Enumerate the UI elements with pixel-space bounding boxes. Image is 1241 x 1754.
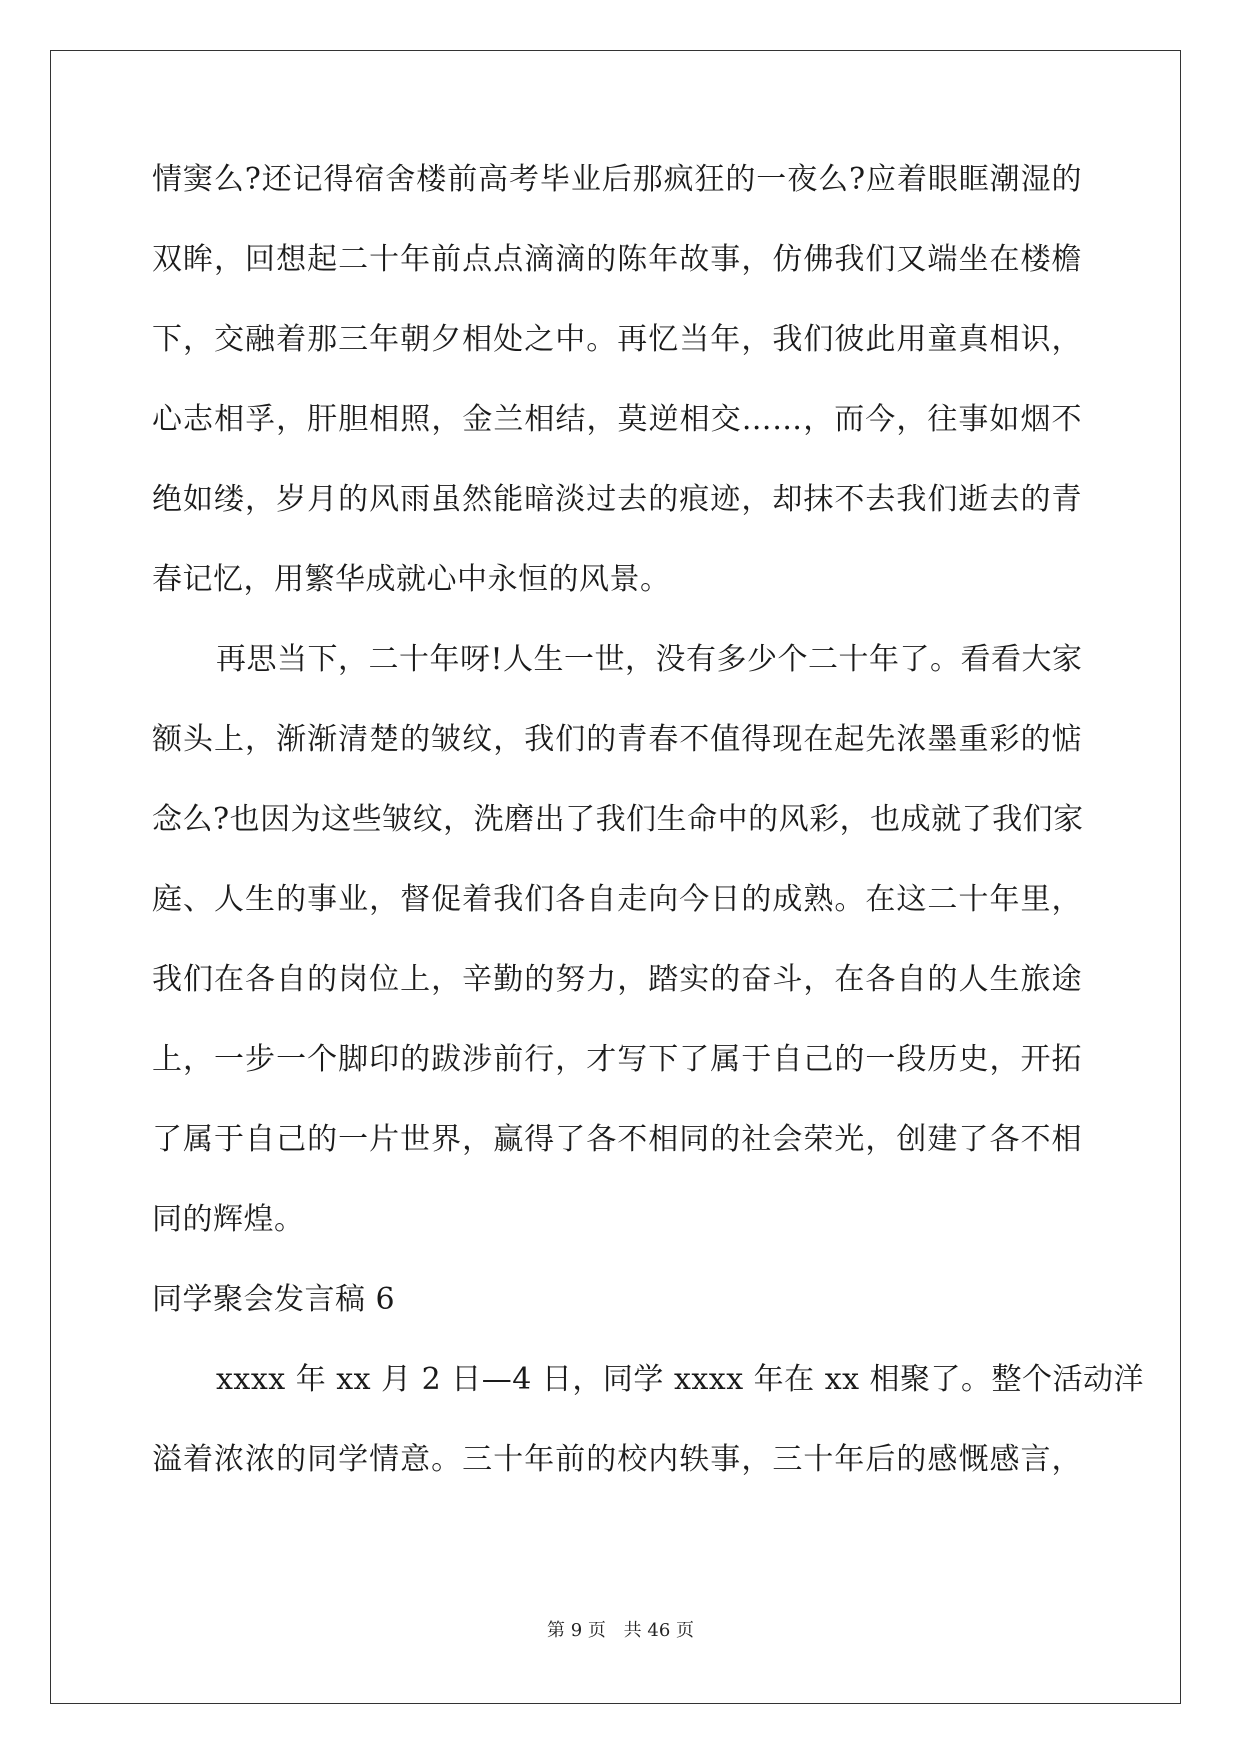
text-line: 下，交融着那三年朝夕相处之中。再忆当年，我们彼此用童真相识， [152,322,1082,357]
text-line: 心志相孚，肝胆相照，金兰相结，莫逆相交……，而今，往事如烟不 [152,402,1082,437]
text-line: 上，一步一个脚印的跋涉前行，才写下了属于自己的一段历史，开拓 [152,1042,1082,1077]
text-line: 庭、人生的事业，督促着我们各自走向今日的成熟。在这二十年里， [152,882,1082,917]
page-footer [0,1616,1241,1642]
text-line: 溢着浓浓的同学情意。三十年前的校内轶事，三十年后的感慨感言， [152,1442,1082,1477]
paragraph [152,1360,1145,1480]
text-line: 双眸，回想起二十年前点点滴滴的陈年故事，仿佛我们又端坐在楼檐 [152,242,1082,277]
text-line: 我们在各自的岗位上，辛勤的努力，踏实的奋斗，在各自的人生旅途 [152,962,1082,997]
document-body [152,160,1145,1520]
paragraph [152,640,1082,1240]
text-line: 同的辉煌。 [152,1202,305,1237]
text-line: 念么?也因为这些皱纹，洗磨出了我们生命中的风彩，也成就了我们家 [152,802,1084,837]
text-line: 绝如缕，岁月的风雨虽然能暗淡过去的痕迹，却抹不去我们逝去的青 [152,482,1082,517]
section-heading: 同学聚会发言稿 6 [152,1282,396,1317]
paragraph [152,160,1082,600]
page-total: 共 46 页 [623,1620,694,1641]
text-line: xxxx 年 xx 月 2 日—4 日，同学 xxxx 年在 xx 相聚了。整个活动洋 [216,1362,1145,1397]
text-line: 再思当下，二十年呀!人生一世，没有多少个二十年了。看看大家 [216,642,1083,677]
text-line: 了属于自己的一片世界，赢得了各不相同的社会荣光，创建了各不相 [152,1122,1082,1157]
text-line: 额头上，渐渐清楚的皱纹，我们的青春不值得现在起先浓墨重彩的惦 [152,722,1082,757]
text-line: 春记忆，用繁华成就心中永恒的风景。 [152,562,671,597]
page-number: 第 9 页 [547,1620,606,1641]
text-line: 情窦么?还记得宿舍楼前高考毕业后那疯狂的一夜么?应着眼眶潮湿的 [152,162,1082,197]
